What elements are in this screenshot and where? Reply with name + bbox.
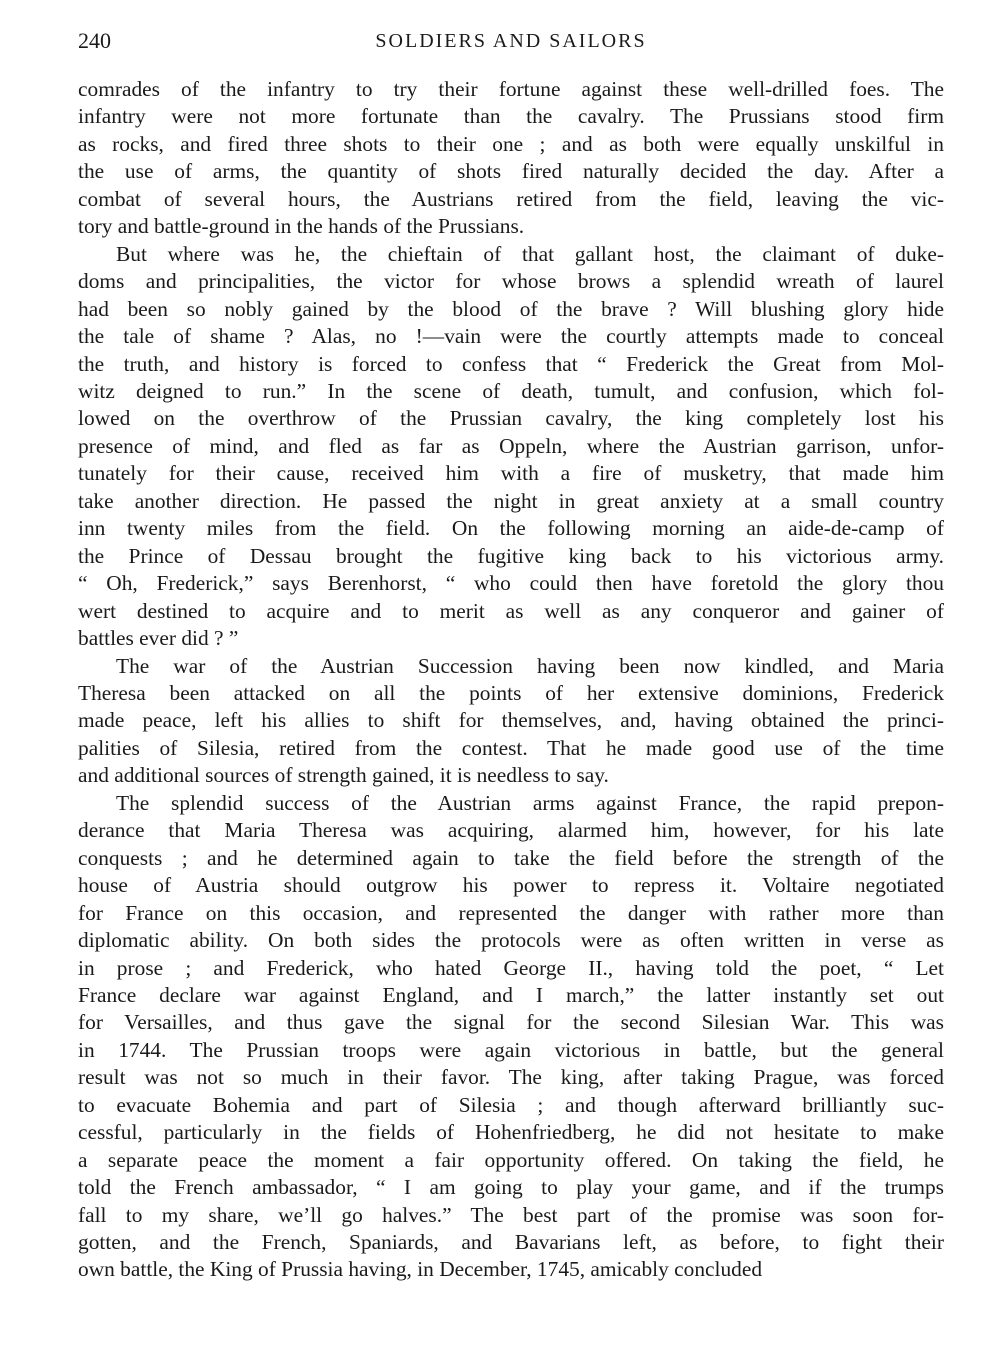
body-text	[78, 76, 944, 1284]
text-line: lowed on the overthrow of the Prussian cavalry, the king completely lost his	[78, 406, 944, 431]
text-line: fall to my share, we’ll go halves.” The best part of the promise was soon for-	[78, 1202, 944, 1227]
text-line: in prose ; and Frederick, who hated George II., having told the poet, “ Let	[78, 955, 944, 980]
text-line: in 1744. The Prussian troops were again victorious in battle, but the general	[78, 1037, 944, 1062]
text-line: the truth, and history is forced to confess that “ Frederick the Great from Mol-	[78, 351, 944, 376]
text-line: The splendid success of the Austrian arms against France, the rapid prepon-	[116, 790, 944, 815]
text-line: the tale of shame ? Alas, no !—vain were the courtly attempts made to conceal	[78, 324, 944, 349]
text-line: take another direction. He passed the night in great anxiety at a small country	[78, 488, 944, 513]
text-line: tunately for their cause, received him with a fire of musketry, that made him	[78, 461, 944, 486]
running-head	[78, 26, 944, 66]
page-number: 240	[78, 28, 111, 53]
text-line: France declare war against England, and I march,” the latter instantly set out	[78, 982, 944, 1007]
paragraph	[78, 653, 944, 790]
text-line: conquests ; and he determined again to take the field before the strength of the	[78, 845, 944, 870]
text-line: comrades of the infantry to try their fortune against these well-drilled foes. The	[78, 77, 944, 101]
text-line: told the French ambassador, “ I am going to play your game, and if the trumps	[78, 1175, 944, 1200]
text-line: diplomatic ability. On both sides the protocols were as often written in verse as	[78, 928, 944, 953]
text-line: the use of arms, the quantity of shots fired naturally decided the day. After a	[78, 159, 944, 184]
book-page	[78, 26, 944, 1284]
paragraph	[78, 790, 944, 1284]
text-line: presence of mind, and fled as far as Oppeln, where the Austrian garrison, unfor-	[78, 433, 944, 458]
text-line: “ Oh, Frederick,” says Berenhorst, “ who could then have foretold the glory thou	[78, 571, 944, 596]
running-title: SOLDIERS AND SAILORS	[375, 30, 647, 52]
text-line: a separate peace the moment a fair opportunity offered. On taking the field, he	[78, 1147, 944, 1172]
text-line: result was not so much in their favor. The king, after taking Prague, was forced	[78, 1065, 944, 1090]
text-line: palities of Silesia, retired from the contest. That he made good use of the time	[78, 735, 944, 760]
text-line: the Prince of Dessau brought the fugitive king back to his victorious army.	[78, 543, 944, 568]
text-line: gotten, and the French, Spaniards, and Bavarians left, as before, to fight their	[78, 1230, 944, 1255]
text-line: Theresa been attacked on all the points of her extensive dominions, Frederick	[78, 680, 944, 705]
text-line: as rocks, and fired three shots to their one ; and as both were equally unskilful in	[78, 131, 944, 156]
text-line: cessful, particularly in the fields of Hohenfriedberg, he did not hesitate to make	[78, 1120, 944, 1145]
text-line: made peace, left his allies to shift for themselves, and, having obtained the princi-	[78, 708, 944, 733]
text-line: house of Austria should outgrow his power to repress it. Voltaire negotiated	[78, 873, 944, 898]
paragraph	[78, 241, 944, 653]
paragraph	[78, 76, 944, 241]
text-line: witz deigned to run.” In the scene of death, tumult, and confusion, which fol-	[78, 378, 944, 403]
text-line: tory and battle-ground in the hands of the Prussians.	[78, 214, 525, 239]
text-line: inn twenty miles from the field. On the following morning an aide-de-camp of	[78, 516, 944, 541]
text-line: combat of several hours, the Austrians retired from the field, leaving the vic-	[78, 186, 944, 211]
text-line: and additional sources of strength gained, it is needless to say.	[78, 763, 609, 788]
text-line: for Versailles, and thus gave the signal for the second Silesian War. This was	[78, 1010, 944, 1035]
text-line: for France on this occasion, and represented the danger with rather more than	[78, 900, 944, 925]
text-line: had been so nobly gained by the blood of the brave ? Will blushing glory hide	[78, 296, 944, 321]
text-line: wert destined to acquire and to merit as well as any conqueror and gainer of	[78, 598, 944, 623]
text-line: infantry were not more fortunate than the cavalry. The Prussians stood firm	[78, 104, 944, 129]
text-line: own battle, the King of Prussia having, in December, 1745, amicably concluded	[78, 1257, 763, 1282]
text-line: battles ever did ? ”	[78, 626, 239, 651]
text-line: doms and principalities, the victor for whose brows a splendid wreath of laurel	[78, 269, 944, 294]
text-line: derance that Maria Theresa was acquiring, alarmed him, however, for his late	[78, 818, 944, 843]
text-line: The war of the Austrian Succession having been now kindled, and Maria	[116, 653, 944, 678]
text-line: to evacuate Bohemia and part of Silesia ; and though afterward brilliantly suc-	[78, 1092, 944, 1117]
text-line: But where was he, the chieftain of that gallant host, the claimant of duke-	[116, 241, 944, 266]
